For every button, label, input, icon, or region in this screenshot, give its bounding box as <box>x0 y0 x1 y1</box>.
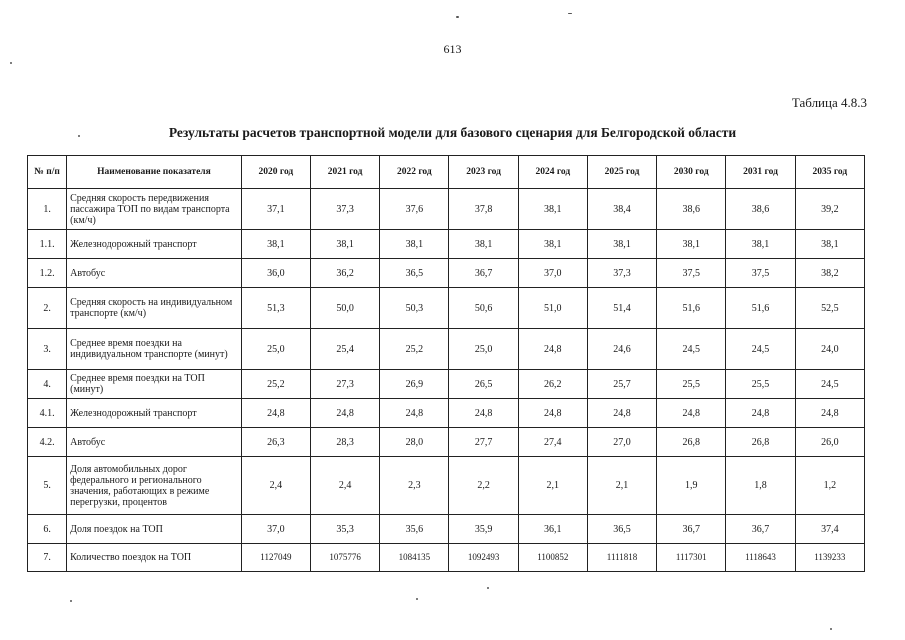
value-cell: 38,1 <box>241 230 310 259</box>
indicator-name-cell: Железнодорожный транспорт <box>67 230 242 259</box>
value-cell: 37,8 <box>449 189 518 230</box>
indicator-name-cell: Средняя скорость передвижения пассажира ТОП по видам транспорта (км/ч) <box>67 189 242 230</box>
value-cell: 24,8 <box>380 399 449 428</box>
value-cell: 25,2 <box>241 370 310 399</box>
table-row <box>28 399 865 428</box>
value-cell: 26,0 <box>795 428 864 457</box>
table-body <box>28 189 865 572</box>
value-cell: 25,5 <box>726 370 795 399</box>
value-cell: 36,7 <box>726 515 795 544</box>
value-cell: 24,8 <box>518 329 587 370</box>
table-row <box>28 544 865 572</box>
value-cell: 35,9 <box>449 515 518 544</box>
value-cell: 1092493 <box>449 544 518 572</box>
table-row <box>28 189 865 230</box>
indicator-name-cell: Среднее время поездки на индивидуальном транспорте (минут) <box>67 329 242 370</box>
value-cell: 1084135 <box>380 544 449 572</box>
scan-speck <box>830 628 832 630</box>
value-cell: 51,0 <box>518 288 587 329</box>
header-cell-year: 2023 год <box>449 156 518 189</box>
value-cell: 1111818 <box>587 544 656 572</box>
value-cell: 36,7 <box>657 515 726 544</box>
indicator-name-cell: Количество поездок на ТОП <box>67 544 242 572</box>
value-cell: 24,8 <box>310 399 379 428</box>
value-cell: 24,8 <box>726 399 795 428</box>
row-number-cell: 5. <box>28 457 67 515</box>
table-row <box>28 370 865 399</box>
value-cell: 37,3 <box>587 259 656 288</box>
indicator-name-cell: Доля поездок на ТОП <box>67 515 242 544</box>
value-cell: 38,1 <box>449 230 518 259</box>
value-cell: 24,0 <box>795 329 864 370</box>
value-cell: 38,1 <box>518 189 587 230</box>
scan-speck <box>78 135 80 137</box>
value-cell: 36,7 <box>449 259 518 288</box>
value-cell: 36,1 <box>518 515 587 544</box>
scan-speck <box>568 13 572 14</box>
table-header-row <box>28 156 865 189</box>
value-cell: 26,3 <box>241 428 310 457</box>
value-cell: 35,3 <box>310 515 379 544</box>
results-table <box>27 155 865 572</box>
row-number-cell: 4.2. <box>28 428 67 457</box>
value-cell: 27,4 <box>518 428 587 457</box>
value-cell: 50,0 <box>310 288 379 329</box>
value-cell: 38,6 <box>657 189 726 230</box>
indicator-name-cell: Автобус <box>67 428 242 457</box>
value-cell: 24,8 <box>518 399 587 428</box>
value-cell: 38,1 <box>726 230 795 259</box>
value-cell: 39,2 <box>795 189 864 230</box>
value-cell: 50,3 <box>380 288 449 329</box>
page-number: 613 <box>443 42 462 56</box>
row-number-cell: 1.2. <box>28 259 67 288</box>
value-cell: 24,8 <box>449 399 518 428</box>
value-cell: 27,0 <box>587 428 656 457</box>
value-cell: 24,6 <box>587 329 656 370</box>
table-row <box>28 329 865 370</box>
value-cell: 24,8 <box>657 399 726 428</box>
value-cell: 26,8 <box>726 428 795 457</box>
scan-speck <box>487 587 489 589</box>
value-cell: 50,6 <box>449 288 518 329</box>
value-cell: 24,8 <box>795 399 864 428</box>
value-cell: 38,1 <box>518 230 587 259</box>
value-cell: 38,1 <box>380 230 449 259</box>
table-label: Таблица 4.8.3 <box>791 95 867 110</box>
header-cell-year: 2035 год <box>795 156 864 189</box>
value-cell: 51,6 <box>657 288 726 329</box>
value-cell: 37,4 <box>795 515 864 544</box>
header-cell-year: 2030 год <box>657 156 726 189</box>
value-cell: 38,6 <box>726 189 795 230</box>
value-cell: 1,2 <box>795 457 864 515</box>
row-number-cell: 4.1. <box>28 399 67 428</box>
header-cell-year: 2021 год <box>310 156 379 189</box>
header-cell-year: 2020 год <box>241 156 310 189</box>
value-cell: 24,5 <box>795 370 864 399</box>
table-row <box>28 259 865 288</box>
table-row <box>28 288 865 329</box>
value-cell: 51,4 <box>587 288 656 329</box>
value-cell: 1139233 <box>795 544 864 572</box>
value-cell: 38,1 <box>310 230 379 259</box>
indicator-name-cell: Среднее время поездки на ТОП (минут) <box>67 370 242 399</box>
value-cell: 37,0 <box>518 259 587 288</box>
value-cell: 24,8 <box>587 399 656 428</box>
value-cell: 52,5 <box>795 288 864 329</box>
value-cell: 2,2 <box>449 457 518 515</box>
row-number-cell: 1. <box>28 189 67 230</box>
value-cell: 38,1 <box>657 230 726 259</box>
value-cell: 28,0 <box>380 428 449 457</box>
value-cell: 1,8 <box>726 457 795 515</box>
value-cell: 27,7 <box>449 428 518 457</box>
header-cell-year: 2025 год <box>587 156 656 189</box>
value-cell: 51,6 <box>726 288 795 329</box>
header-cell-number: № п/п <box>28 156 67 189</box>
indicator-name-cell: Железнодорожный транспорт <box>67 399 242 428</box>
value-cell: 36,5 <box>380 259 449 288</box>
value-cell: 2,1 <box>587 457 656 515</box>
value-cell: 38,4 <box>587 189 656 230</box>
row-number-cell: 3. <box>28 329 67 370</box>
value-cell: 25,2 <box>380 329 449 370</box>
value-cell: 1117301 <box>657 544 726 572</box>
value-cell: 27,3 <box>310 370 379 399</box>
scan-speck <box>416 598 418 600</box>
value-cell: 25,5 <box>657 370 726 399</box>
value-cell: 25,0 <box>449 329 518 370</box>
value-cell: 1118643 <box>726 544 795 572</box>
header-cell-year: 2024 год <box>518 156 587 189</box>
value-cell: 38,2 <box>795 259 864 288</box>
value-cell: 26,5 <box>449 370 518 399</box>
value-cell: 26,8 <box>657 428 726 457</box>
header-cell-year: 2031 год <box>726 156 795 189</box>
indicator-name-cell: Автобус <box>67 259 242 288</box>
value-cell: 35,6 <box>380 515 449 544</box>
row-number-cell: 6. <box>28 515 67 544</box>
scan-speck <box>70 600 72 602</box>
value-cell: 38,1 <box>795 230 864 259</box>
value-cell: 26,9 <box>380 370 449 399</box>
value-cell: 2,3 <box>380 457 449 515</box>
header-cell-year: 2022 год <box>380 156 449 189</box>
row-number-cell: 2. <box>28 288 67 329</box>
value-cell: 1075776 <box>310 544 379 572</box>
value-cell: 1100852 <box>518 544 587 572</box>
table-row <box>28 515 865 544</box>
value-cell: 37,5 <box>657 259 726 288</box>
document-title: Результаты расчетов транспортной модели для базового сценария для Белгородской области <box>168 125 737 140</box>
value-cell: 51,3 <box>241 288 310 329</box>
row-number-cell: 7. <box>28 544 67 572</box>
value-cell: 1,9 <box>657 457 726 515</box>
value-cell: 24,5 <box>657 329 726 370</box>
value-cell: 2,4 <box>310 457 379 515</box>
value-cell: 37,5 <box>726 259 795 288</box>
indicator-name-cell: Средняя скорость на индивидуальном транспорте (км/ч) <box>67 288 242 329</box>
value-cell: 25,0 <box>241 329 310 370</box>
value-cell: 1127049 <box>241 544 310 572</box>
header-cell-indicator: Наименование показателя <box>67 156 242 189</box>
value-cell: 38,1 <box>587 230 656 259</box>
scan-speck <box>10 62 12 64</box>
indicator-name-cell: Доля автомобильных дорог федерального и регионального значения, работающих в режиме перегрузки, процентов <box>67 457 242 515</box>
value-cell: 28,3 <box>310 428 379 457</box>
value-cell: 37,0 <box>241 515 310 544</box>
scan-speck <box>456 16 459 18</box>
value-cell: 37,6 <box>380 189 449 230</box>
table-row <box>28 230 865 259</box>
value-cell: 24,5 <box>726 329 795 370</box>
value-cell: 25,7 <box>587 370 656 399</box>
row-number-cell: 4. <box>28 370 67 399</box>
row-number-cell: 1.1. <box>28 230 67 259</box>
value-cell: 36,5 <box>587 515 656 544</box>
value-cell: 36,0 <box>241 259 310 288</box>
value-cell: 37,3 <box>310 189 379 230</box>
value-cell: 25,4 <box>310 329 379 370</box>
table-row <box>28 457 865 515</box>
value-cell: 26,2 <box>518 370 587 399</box>
value-cell: 2,4 <box>241 457 310 515</box>
table-row <box>28 428 865 457</box>
value-cell: 2,1 <box>518 457 587 515</box>
value-cell: 37,1 <box>241 189 310 230</box>
value-cell: 36,2 <box>310 259 379 288</box>
value-cell: 24,8 <box>241 399 310 428</box>
